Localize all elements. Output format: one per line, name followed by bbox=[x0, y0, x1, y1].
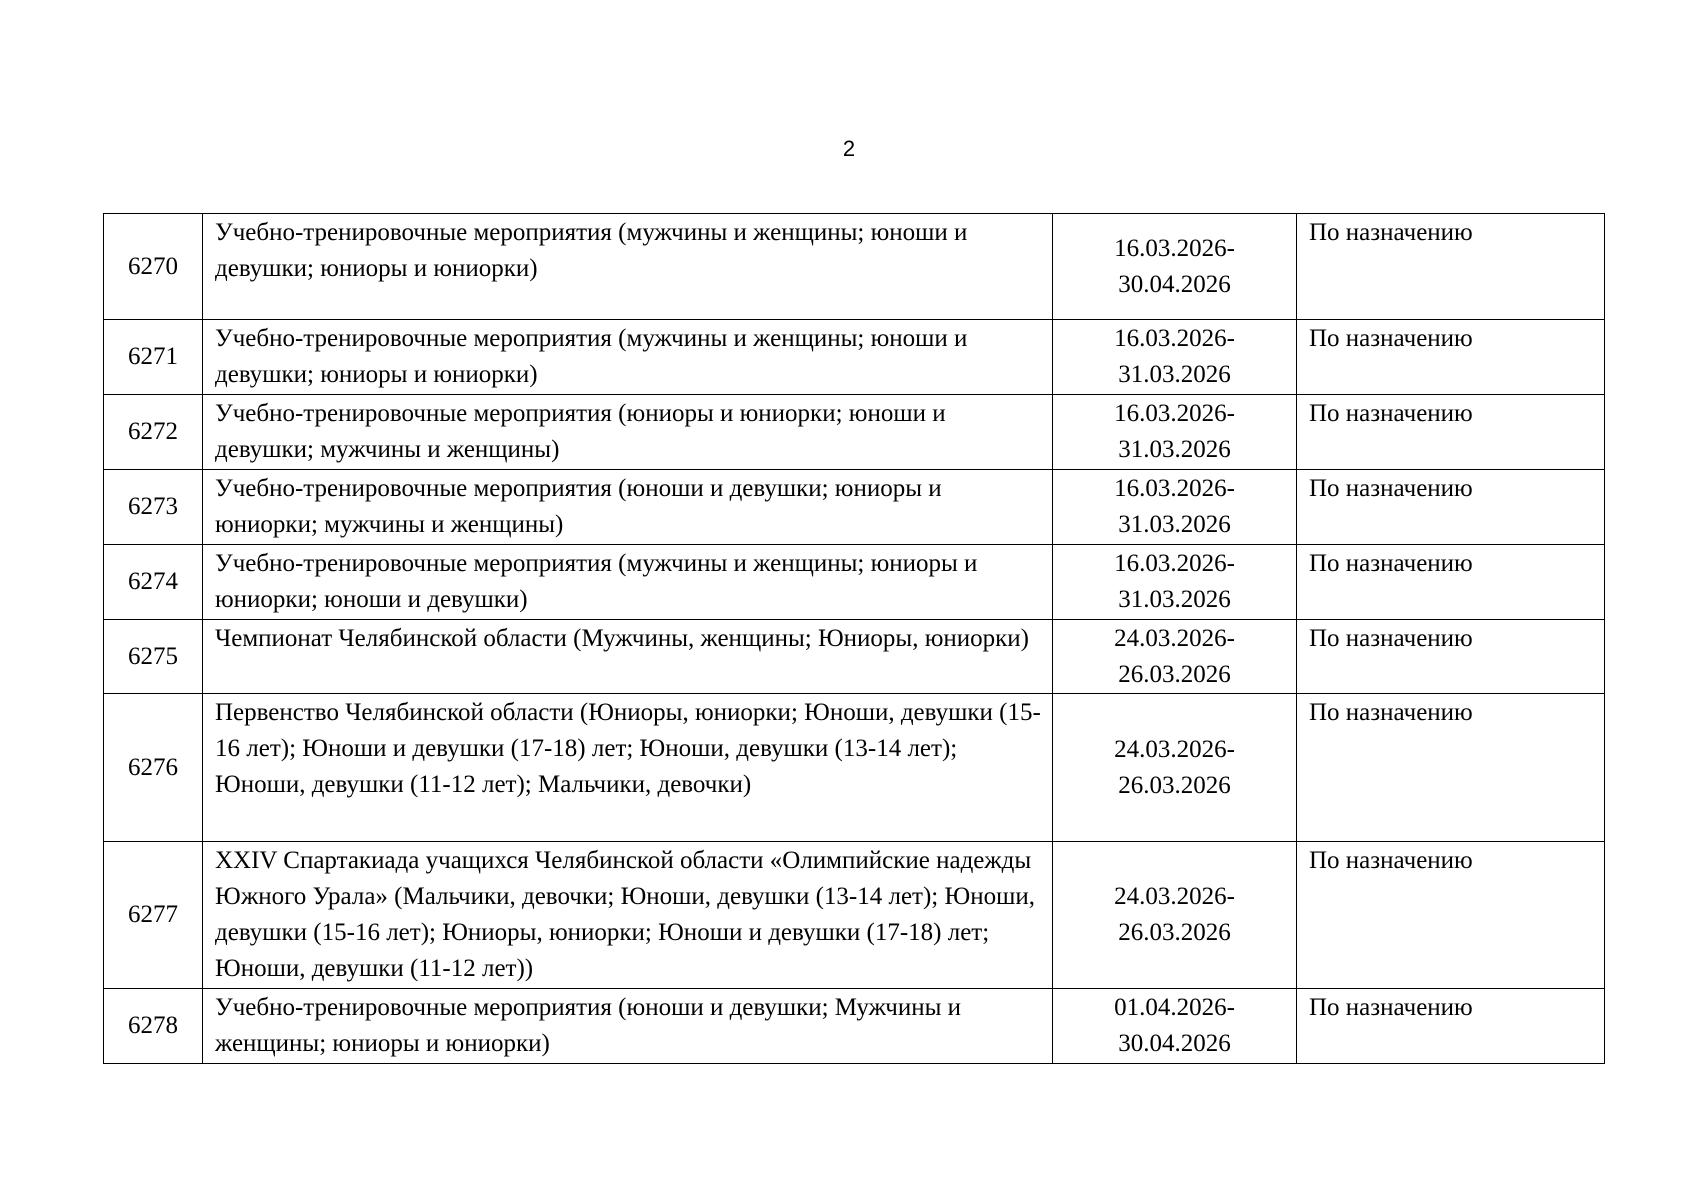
table-row bbox=[104, 214, 1605, 320]
event-dates bbox=[1053, 989, 1297, 1064]
event-number: 6270 bbox=[104, 214, 203, 320]
event-date-end: 26.03.2026 bbox=[1118, 771, 1231, 799]
event-location: По назначению bbox=[1297, 214, 1605, 320]
event-dates bbox=[1053, 620, 1297, 694]
event-name: Учебно-тренировочные мероприятия (мужчины и женщины; юноши и девушки; юниоры и юниорки) bbox=[203, 214, 1053, 320]
event-number: 6277 bbox=[104, 842, 203, 989]
events-table bbox=[103, 213, 1605, 1064]
event-date-start: 16.03.2026- bbox=[1114, 234, 1235, 262]
event-number: 6273 bbox=[104, 470, 203, 545]
event-name: Учебно-тренировочные мероприятия (мужчины и женщины; юноши и девушки; юниоры и юниорки) bbox=[203, 320, 1053, 395]
event-date-start: 16.03.2026- bbox=[1114, 400, 1235, 427]
event-date-end: 30.04.2026 bbox=[1118, 1030, 1231, 1057]
event-dates bbox=[1053, 694, 1297, 842]
event-dates bbox=[1053, 214, 1297, 320]
table-row bbox=[104, 470, 1605, 545]
event-location: По назначению bbox=[1297, 395, 1605, 470]
table-row bbox=[104, 395, 1605, 470]
event-location: По назначению bbox=[1297, 842, 1605, 989]
event-date-end: 31.03.2026 bbox=[1118, 361, 1231, 388]
page-number: 2 bbox=[842, 136, 856, 161]
event-date-start: 16.03.2026- bbox=[1114, 475, 1235, 502]
event-date-start: 24.03.2026- bbox=[1114, 735, 1235, 763]
event-date-start: 01.04.2026- bbox=[1114, 994, 1235, 1021]
event-dates bbox=[1053, 470, 1297, 545]
event-name: Учебно-тренировочные мероприятия (юноши и девушки; Мужчины и женщины; юниоры и юниорки) bbox=[203, 989, 1053, 1064]
table-row bbox=[104, 842, 1605, 989]
event-date-end: 26.03.2026 bbox=[1118, 919, 1231, 946]
table-row bbox=[104, 545, 1605, 620]
event-location: По назначению bbox=[1297, 620, 1605, 694]
event-location: По назначению bbox=[1297, 694, 1605, 842]
event-name: Учебно-тренировочные мероприятия (мужчины и женщины; юниоры и юниорки; юноши и девушки) bbox=[203, 545, 1053, 620]
event-number: 6275 bbox=[104, 620, 203, 694]
event-name: XXIV Спартакиада учащихся Челябинской области «Олимпийские надежды Южного Урала» (Мальчики, девочки; Юноши, девушки (13-14 лет); Юноши, девушки (15-16 лет); Юниоры, юниорки; Юноши и девушки (17-18) лет; Юноши, девушки (11-12 лет)) bbox=[203, 842, 1053, 989]
event-location: По назначению bbox=[1297, 470, 1605, 545]
event-date-start: 16.03.2026- bbox=[1114, 325, 1235, 352]
event-number: 6271 bbox=[104, 320, 203, 395]
event-name: Учебно-тренировочные мероприятия (юниоры и юниорки; юноши и девушки; мужчины и женщины) bbox=[203, 395, 1053, 470]
event-dates bbox=[1053, 545, 1297, 620]
event-dates bbox=[1053, 842, 1297, 989]
event-name: Учебно-тренировочные мероприятия (юноши и девушки; юниоры и юниорки; мужчины и женщины) bbox=[203, 470, 1053, 545]
event-location: По назначению bbox=[1297, 545, 1605, 620]
event-date-end: 30.04.2026 bbox=[1118, 270, 1231, 298]
table-row bbox=[104, 694, 1605, 842]
event-number: 6274 bbox=[104, 545, 203, 620]
event-date-end: 31.03.2026 bbox=[1118, 511, 1231, 538]
event-date-end: 31.03.2026 bbox=[1118, 586, 1231, 613]
event-date-end: 31.03.2026 bbox=[1118, 436, 1231, 463]
event-name: Чемпионат Челябинской области (Мужчины, женщины; Юниоры, юниорки) bbox=[203, 620, 1053, 694]
table-row bbox=[104, 989, 1605, 1064]
event-number: 6278 bbox=[104, 989, 203, 1064]
event-location: По назначению bbox=[1297, 320, 1605, 395]
event-dates bbox=[1053, 395, 1297, 470]
event-dates bbox=[1053, 320, 1297, 395]
event-date-end: 26.03.2026 bbox=[1118, 660, 1231, 688]
event-number: 6272 bbox=[104, 395, 203, 470]
event-name: Первенство Челябинской области (Юниоры, юниорки; Юноши, девушки (15-16 лет); Юноши и девушки (17-18) лет; Юноши, девушки (13-14 лет); Юноши, девушки (11-12 лет); Мальчики, девочки) bbox=[203, 694, 1053, 842]
event-date-start: 24.03.2026- bbox=[1114, 624, 1235, 652]
table-row bbox=[104, 320, 1605, 395]
event-date-start: 24.03.2026- bbox=[1114, 883, 1235, 910]
event-date-start: 16.03.2026- bbox=[1114, 550, 1235, 577]
event-location: По назначению bbox=[1297, 989, 1605, 1064]
table-row bbox=[104, 620, 1605, 694]
event-number: 6276 bbox=[104, 694, 203, 842]
